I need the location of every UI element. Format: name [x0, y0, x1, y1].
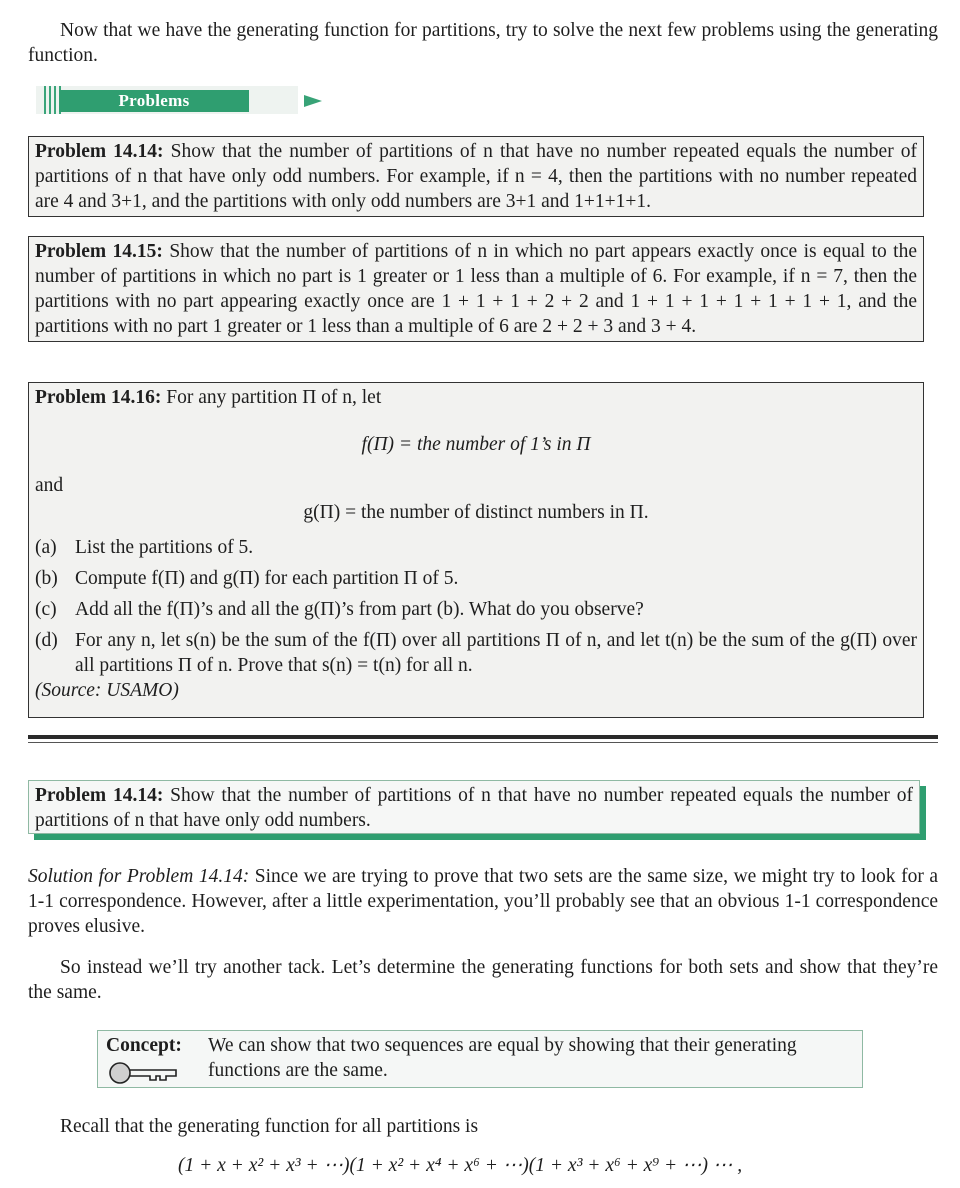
part-text: List the partitions of 5.: [75, 537, 254, 558]
equation-f: f(Π) = the number of 1’s in Π: [361, 434, 591, 455]
partition-generating-function: (1 + x + x² + x³ + ⋯)(1 + x² + x⁴ + x⁶ + ⋯)(1 + x³ + x⁶ + x⁹ + ⋯) ⋯ ,: [178, 1155, 743, 1176]
key-icon: [108, 1061, 180, 1085]
problem-text: Show that the number of partitions of n that have no number repeated equals the number of partitions of n that have only odd numbers. For example, if n = 4, then the partitions with no number repeated are 4 and 3+1, and the partitions with only odd numbers are 3+1 and 1+1+1+1.: [35, 141, 917, 212]
problem-title: Problem 14.15:: [35, 241, 163, 262]
part-label: (c): [35, 599, 57, 620]
part-text: Compute f(Π) and g(Π) for each partition Π of 5.: [75, 568, 459, 589]
banner-label: Problems: [59, 90, 249, 112]
solution-text: Since we are trying to prove that two sets are the same size, we might try to look for a 1-1 correspondence. However, after a little experimentation, you’ll probably see that an obvious 1-1 correspondence proves elusive.: [28, 866, 939, 937]
intro-paragraph: Now that we have the generating function for partitions, try to solve the next few problems using the generating function.: [28, 20, 938, 66]
problem-14-15-box: [28, 236, 924, 342]
part-label: (b): [35, 568, 58, 589]
problem-title: Problem 14.14:: [35, 141, 164, 162]
and-word: and: [35, 475, 64, 496]
part-b: [35, 566, 917, 591]
problem-title: Problem 14.14:: [35, 785, 164, 806]
part-label: (a): [35, 537, 57, 558]
part-label: (d): [35, 630, 58, 651]
part-text: Add all the f(Π)’s and all the g(Π)’s from part (b). What do you observe?: [75, 599, 644, 620]
recall-paragraph: Recall that the generating function for all partitions is: [60, 1116, 479, 1137]
part-c: [35, 597, 917, 622]
part-text: For any n, let s(n) be the sum of the f(Π) over all partitions Π of n, and let t(n) be the sum of the g(Π) over all partitions Π of n. Prove that s(n) = t(n) for all n.: [75, 630, 917, 676]
solution-label: Solution for Problem 14.14:: [28, 866, 250, 887]
problem-14-16-box: [28, 382, 924, 718]
section-divider-thick: [28, 735, 938, 739]
part-a: [35, 535, 917, 560]
problem-intro: For any partition Π of n, let: [166, 387, 382, 408]
pencil-tip-icon: [304, 95, 322, 107]
concept-box: [97, 1030, 863, 1088]
concept-text: We can show that two sequences are equal by showing that their generating functions are the same.: [208, 1035, 797, 1081]
problem-14-14-box: [28, 136, 924, 217]
section-divider-thin: [28, 742, 938, 743]
concept-label: Concept:: [106, 1035, 182, 1056]
equation-g: g(Π) = the number of distinct numbers in Π.: [303, 502, 649, 523]
problem-text: Show that the number of partitions of n in which no part appears exactly once is equal to the number of partitions in which no part is 1 greater or 1 less than a multiple of 6. For example, if n = 7, then the partitions with no part appearing exactly once are 1 + 1 + 1 + 2 + 2 and 1 + 1 + 1 + 1 + 1 + 1 + 1, and the partitions with no part 1 greater or 1 less than a multiple of 6 are 2 + 2 + 3 and 3 + 4.: [35, 241, 918, 337]
problem-text: Show that the number of partitions of n that have no number repeated equals the number of partitions of n that have only odd numbers.: [35, 785, 913, 831]
problem-source: (Source: USAMO): [35, 680, 179, 701]
tack-paragraph: So instead we’ll try another tack. Let’s determine the generating functions for both sets and show that they’re the same.: [28, 957, 938, 1003]
problems-banner: [36, 84, 326, 118]
restated-problem-box: [28, 780, 920, 834]
problem-title: Problem 14.16:: [35, 387, 162, 408]
solution-paragraph: [28, 864, 938, 939]
part-d: [35, 628, 917, 678]
